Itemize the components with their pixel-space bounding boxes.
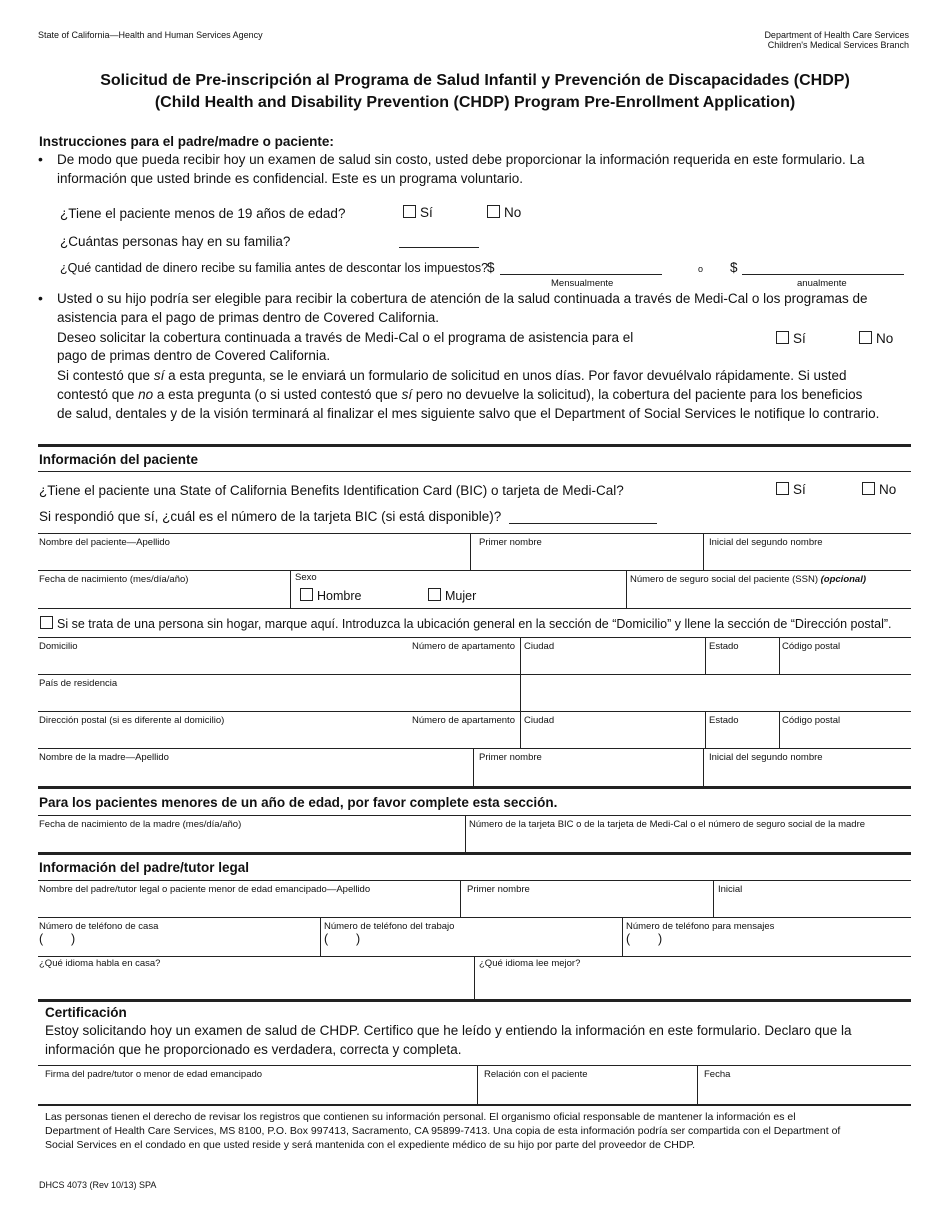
divider [470,533,471,570]
divider [38,674,911,675]
divider [290,570,291,608]
guardian-first-name-field[interactable]: Primer nombre [467,884,530,895]
homeless-option[interactable] [40,616,892,631]
divider [705,711,706,748]
home-phone-field[interactable]: ( ) [39,932,76,946]
question-income: ¿Qué cantidad de dinero recibe su familia antes de descontar los impuestos? [60,261,489,275]
mother-middle-initial-field[interactable]: Inicial del segundo nombre [709,752,823,763]
divider [622,917,623,956]
question-bic-number: Si respondió que sí, ¿cuál es el número de la tarjeta BIC (si está disponible)? [39,509,502,524]
divider [38,637,911,638]
dept-line1: Department of Health Care Services [764,30,909,40]
guardian-initial-field[interactable]: Inicial [718,884,743,895]
divider [520,637,521,748]
divider [38,533,911,534]
privacy-notice [45,1110,840,1152]
privacy-line-2: Department of Health Care Services, MS 8100, P.O. Box 997413, Sacramento, CA 95899-7413. Una copia de esta información podría ser compartida con el Department of [45,1125,841,1137]
female-label: Mujer [445,589,477,603]
work-phone-field[interactable]: ( ) [324,932,361,946]
income-monthly-field[interactable] [500,274,662,275]
divider [38,917,911,918]
income-annual-field[interactable] [742,274,904,275]
age-yes-label: Sí [420,205,433,220]
instructions-heading: Instrucciones para el padre/madre o paciente: [39,134,334,149]
mother-id-field[interactable]: Número de la tarjeta BIC o de la tarjeta de Medi-Cal o el número de seguro social de la madre [469,819,866,830]
divider [38,815,911,816]
coverage-question-2: pago de primas dentro de Covered California. [57,348,331,363]
message-phone-label: Número de teléfono para mensajes [626,921,775,932]
mailing-zip-field[interactable]: Código postal [782,715,841,726]
divider [38,1104,911,1106]
form-id: DHCS 4073 (Rev 10/13) SPA [39,1180,157,1190]
coverage-no-label: No [876,331,894,346]
zip-field[interactable]: Código postal [782,641,841,652]
dollar-sign-annual: $ [730,260,738,275]
country-field[interactable]: País de residencia [39,678,118,689]
work-phone-label: Número de teléfono del trabajo [324,921,455,932]
divider [38,999,911,1002]
home-phone-label: Número de teléfono de casa [39,921,159,932]
coverage-question-1: Deseo solicitar la cobertura continuada a través de Medi-Cal o el programa de asistencia para el [57,330,634,345]
bic-no-checkbox[interactable] [862,482,875,495]
mother-last-name-field[interactable]: Nombre de la madre—Apellido [39,752,169,763]
mother-first-name-field[interactable]: Primer nombre [479,752,542,763]
coverage-note-3: de salud, dentales y de la visión terminará al finalizar el mes siguiente salvo que el Department of Social Services le notifique lo contrario. [57,406,880,421]
patient-last-name-field[interactable]: Nombre del paciente—Apellido [39,537,170,548]
divider [473,748,474,786]
divider [38,852,911,855]
date-field[interactable]: Fecha [704,1069,731,1080]
age-yes-option[interactable] [403,205,433,220]
divider [460,880,461,917]
bullet-1: • [38,151,43,167]
divider [38,748,911,749]
divider [38,608,911,609]
or-label: o [698,264,704,274]
dept-label [764,30,909,50]
patient-ssn-field[interactable] [630,574,866,585]
divider [713,880,714,917]
bic-no-option[interactable] [862,482,896,497]
divider [38,471,911,472]
male-checkbox[interactable] [300,588,313,601]
divider [38,1065,911,1066]
coverage-yes-option[interactable] [776,331,806,346]
divider [465,815,466,852]
age-no-checkbox[interactable] [487,205,500,218]
instructions-text-1: De modo que pueda recibir hoy un examen de salud sin costo, usted debe proporcionar la información requerida en este formulario. La [57,152,865,167]
divider [779,711,780,748]
bic-yes-option[interactable] [776,482,806,497]
divider [38,570,911,571]
bic-number-field[interactable] [509,523,657,524]
divider [779,637,780,674]
ssn-optional-label: (opcional) [820,574,867,585]
mailing-apartment-field[interactable]: Número de apartamento [412,715,515,726]
city-field[interactable]: Ciudad [524,641,555,652]
mailing-address-field[interactable]: Dirección postal (si es diferente al domicilio) [39,715,225,726]
divider [38,711,911,712]
guardian-section-heading: Información del padre/tutor legal [39,860,250,875]
bic-yes-checkbox[interactable] [776,482,789,495]
bullet-2: • [38,290,43,306]
language-read-field[interactable]: ¿Qué idioma lee mejor? [479,958,581,969]
divider [474,956,475,999]
coverage-note-1: Si contestó que sí a esta pregunta, se le enviará un formulario de solicitud en unos días. Por favor devuélvalo rápidamente. Si usted [57,368,847,383]
signature-field[interactable]: Firma del padre/tutor o menor de edad emancipado [45,1069,263,1080]
dollar-sign-monthly: $ [487,260,495,275]
question-age: ¿Tiene el paciente menos de 19 años de edad? [60,206,346,221]
language-spoken-field[interactable]: ¿Qué idioma habla en casa? [39,958,161,969]
ssn-label: Número de seguro social del paciente (SSN) [630,574,818,585]
divider [703,748,704,786]
divider [38,880,911,881]
dept-line2: Children's Medical Services Branch [767,40,909,50]
page-title-en: (Child Health and Disability Prevention (CHDP) Program Pre-Enrollment Application) [154,94,796,111]
instructions-text-2b: asistencia para el pago de primas dentro de Covered California. [57,310,439,325]
family-size-field[interactable] [399,247,479,248]
coverage-no-option[interactable] [859,331,893,346]
privacy-line-1: Las personas tienen el derecho de revisar los registros que contienen su información personal. El organismo oficial responsable de mantener la información es el [45,1111,796,1123]
state-field[interactable]: Estado [709,641,739,652]
divider [697,1065,698,1104]
divider [477,1065,478,1104]
homeless-label: Si se trata de una persona sin hogar, marque aquí. Introduzca la ubicación general en la sección de “Domicilio” y llene la sección de “Dirección postal”. [57,617,892,631]
mother-dob-field[interactable]: Fecha de nacimiento de la madre (mes/día/año) [39,819,242,830]
message-phone-field[interactable]: ( ) [626,932,663,946]
bic-no-label: No [879,482,897,497]
home-address-field[interactable]: Domicilio [39,641,78,652]
page-title-es: Solicitud de Pre-inscripción al Programa de Salud Infantil y Prevención de Discapacidades (CHDP) [100,72,850,89]
question-bic: ¿Tiene el paciente una State of California Benefits Identification Card (BIC) o tarjeta de Medi-Cal? [39,483,624,498]
male-label: Hombre [317,589,362,603]
divider [703,533,704,570]
age-no-option[interactable] [487,205,521,220]
divider [320,917,321,956]
divider [38,786,911,789]
certification-heading: Certificación [45,1005,127,1020]
patient-middle-initial-field[interactable]: Inicial del segundo nombre [709,537,823,548]
mailing-city-field[interactable]: Ciudad [524,715,555,726]
sex-label: Sexo [295,572,317,583]
certification-text-1: Estoy solicitando hoy un examen de salud de CHDP. Certifico que he leído y entiendo la información en este formulario. Declaro que la [45,1023,852,1038]
male-option[interactable] [300,588,361,603]
instructions-text-2: Usted o su hijo podría ser elegible para recibir la cobertura de atención de la salud continuada a través de Medi-Cal o los programas de [57,291,868,306]
monthly-label: Mensualmente [551,278,614,289]
infant-section-heading: Para los pacientes menores de un año de edad, por favor complete esta sección. [39,795,558,810]
patient-section-heading: Información del paciente [39,452,199,467]
patient-first-name-field[interactable]: Primer nombre [479,537,542,548]
age-yes-checkbox[interactable] [403,205,416,218]
coverage-yes-checkbox[interactable] [776,331,789,344]
question-family-size: ¿Cuántas personas hay en su familia? [60,234,291,249]
coverage-no-checkbox[interactable] [859,331,872,344]
female-option[interactable] [428,588,476,603]
mailing-state-field[interactable]: Estado [709,715,739,726]
divider [626,570,627,608]
coverage-yes-label: Sí [793,331,806,346]
homeless-checkbox[interactable] [40,616,53,629]
age-no-label: No [504,205,522,220]
apartment-number-field[interactable]: Número de apartamento [412,641,515,652]
guardian-last-name-field[interactable]: Nombre del padre/tutor legal o paciente menor de edad emancipado—Apellido [39,884,371,895]
agency-label: State of California—Health and Human Services Agency [38,30,263,40]
divider [38,444,911,447]
relationship-field[interactable]: Relación con el paciente [484,1069,588,1080]
divider [705,637,706,674]
bic-yes-label: Sí [793,482,806,497]
certification-text-2: información que he proporcionado es verdadera, correcta y completa. [45,1042,462,1057]
privacy-line-3: Social Services en el condado en que usted reside y será mantenida con el expediente médico de su hijo por parte del proveedor de CHDP. [45,1139,696,1151]
instructions-text-1b: información que usted brinde es confidencial. Este es un programa voluntario. [57,171,524,186]
female-checkbox[interactable] [428,588,441,601]
patient-dob-field[interactable]: Fecha de nacimiento (mes/día/año) [39,574,189,585]
coverage-note-2: contestó que no a esta pregunta (o si usted contestó que sí pero no devuelve la solicitud), la cobertura del paciente para los beneficios [57,387,863,402]
annually-label: anualmente [797,278,847,289]
